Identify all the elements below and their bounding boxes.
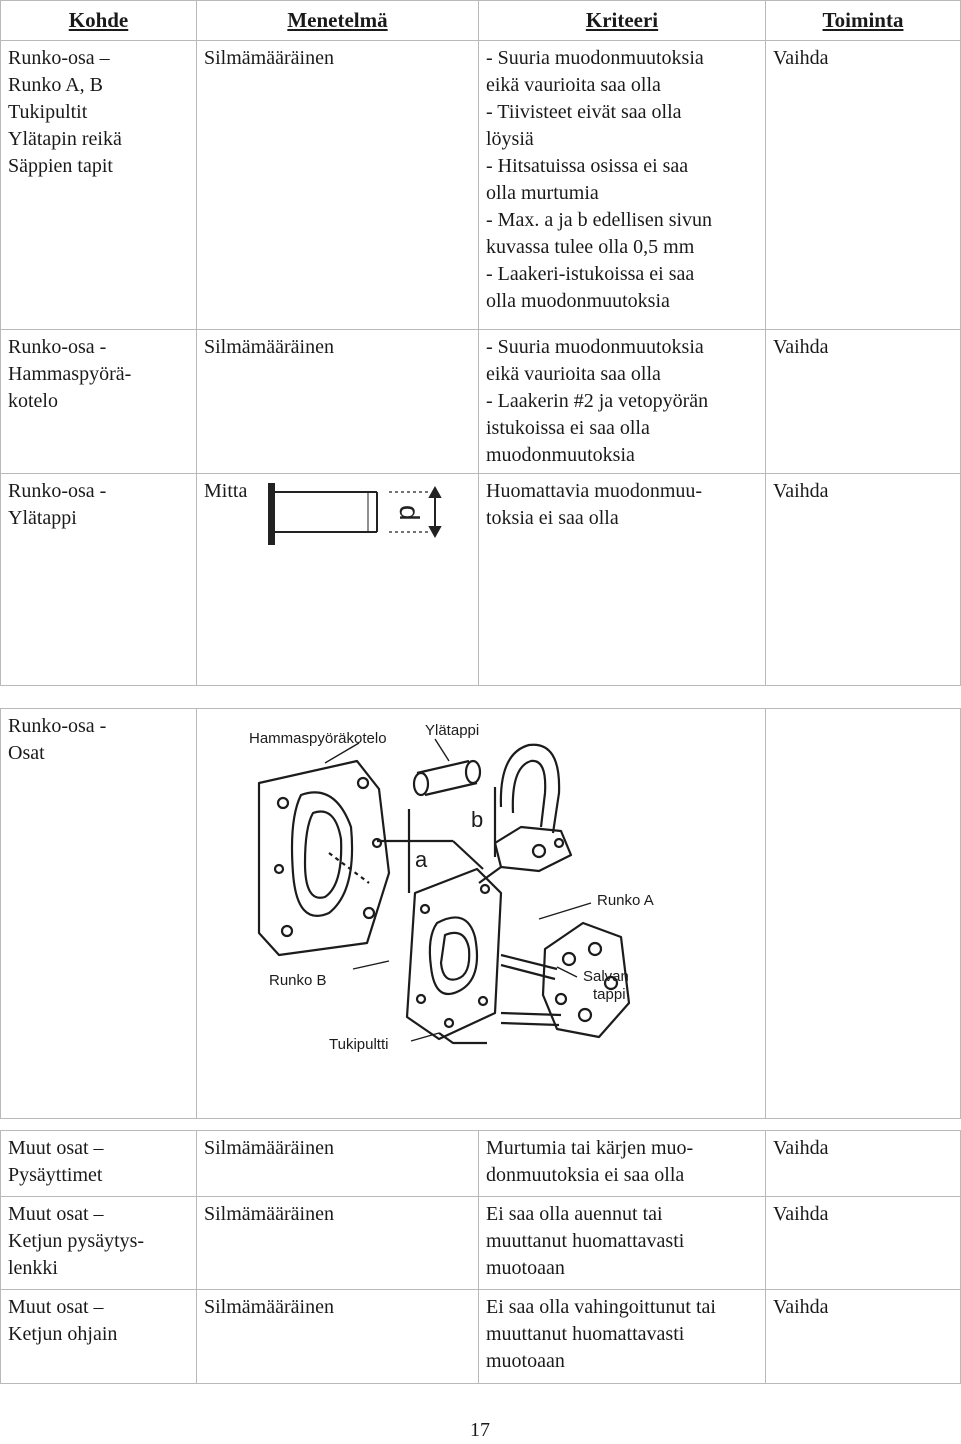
- dimension-d-label: d: [394, 505, 425, 521]
- header-method: Menetelmä: [197, 1, 479, 41]
- label-b: b: [471, 807, 484, 832]
- row-action: Vaihda: [766, 474, 961, 686]
- row-method: Silmämääräinen: [197, 330, 479, 474]
- row-target: Muut osat – Pysäyttimet: [1, 1131, 197, 1197]
- table-row: [1, 1197, 961, 1290]
- inspection-table-frame: [0, 0, 961, 686]
- row-method: Silmämääräinen: [197, 1290, 479, 1384]
- row-criteria: Ei saa olla vahingoittunut tai muuttanut huomattavasti muotoaan: [479, 1290, 766, 1384]
- label-support-bolt: Tukipultti: [329, 1036, 389, 1053]
- row-target: Muut osat – Ketjun pysäytys- lenkki: [1, 1197, 197, 1290]
- row-method: Mitta: [204, 480, 248, 502]
- row-action: Vaihda: [766, 1290, 961, 1384]
- row-action: Vaihda: [766, 330, 961, 474]
- table-row: [1, 330, 961, 474]
- row-target: Runko-osa - Ylätappi: [1, 474, 197, 686]
- row-criteria: Murtumia tai kärjen muo- donmuutoksia ei saa olla: [479, 1131, 766, 1197]
- row-target: Runko-osa - Osat: [1, 709, 197, 1119]
- label-frame-b: Runko B: [269, 972, 327, 989]
- page-number: 17: [470, 1419, 490, 1441]
- row-method: Silmämääräinen: [197, 1197, 479, 1290]
- label-frame-a: Runko A: [597, 892, 654, 909]
- header-action: Toiminta: [766, 1, 961, 41]
- parts-empty-cell: [766, 709, 961, 1119]
- table-header-row: [1, 1, 961, 41]
- row-criteria: Huomattavia muodonmuu- toksia ei saa olla: [479, 474, 766, 686]
- label-latch-pin-1: Salvan: [583, 968, 629, 985]
- row-target: Runko-osa - Hammaspyörä- kotelo: [1, 330, 197, 474]
- row-criteria: Ei saa olla auennut tai muuttanut huomattavasti muotoaan: [479, 1197, 766, 1290]
- top-pin-drawing: [266, 482, 456, 546]
- row-method: Silmämääräinen: [197, 41, 479, 330]
- row-target: Runko-osa – Runko A, B Tukipultit Ylätapin reikä Säppien tapit: [1, 41, 197, 330]
- label-a: a: [415, 847, 428, 872]
- table-row: [1, 1131, 961, 1197]
- table-row: [1, 1290, 961, 1384]
- parts-drawing-cell: [197, 709, 766, 1119]
- table-row: [1, 709, 961, 1119]
- table-row: [1, 41, 961, 330]
- label-gear-housing: Hammaspyöräkotelo: [249, 730, 387, 747]
- row-method: Silmämääräinen: [197, 1131, 479, 1197]
- parts-table-frame: [0, 708, 961, 1119]
- label-top-pin: Ylätappi: [425, 722, 480, 739]
- row-target: Muut osat – Ketjun ohjain: [1, 1290, 197, 1384]
- header-target: Kohde: [1, 1, 197, 41]
- row-action: Vaihda: [766, 1131, 961, 1197]
- table-row: [1, 474, 961, 686]
- row-action: Vaihda: [766, 1197, 961, 1290]
- row-action: Vaihda: [766, 41, 961, 330]
- row-criteria: - Suuria muodonmuutoksia eikä vaurioita saa olla - Tiivisteet eivät saa olla löysiä - Hitsatuissa osissa ei saa olla murtumia - Max. a ja b edellisen sivun kuvassa tulee olla 0,5 mm - Laakeri-istukoissa ei saa olla muodonmuutoksia: [479, 41, 766, 330]
- row-method-with-figure: [197, 474, 479, 686]
- row-criteria: - Suuria muodonmuutoksia eikä vaurioita saa olla - Laakerin #2 ja vetopyörän istukoissa ei saa olla muodonmuutoksia: [479, 330, 766, 474]
- frame-parts-drawing: [239, 722, 654, 1053]
- label-latch-pin-2: tappi: [593, 986, 626, 1003]
- header-criteria: Kriteeri: [479, 1, 766, 41]
- other-parts-table-frame: [0, 1130, 961, 1384]
